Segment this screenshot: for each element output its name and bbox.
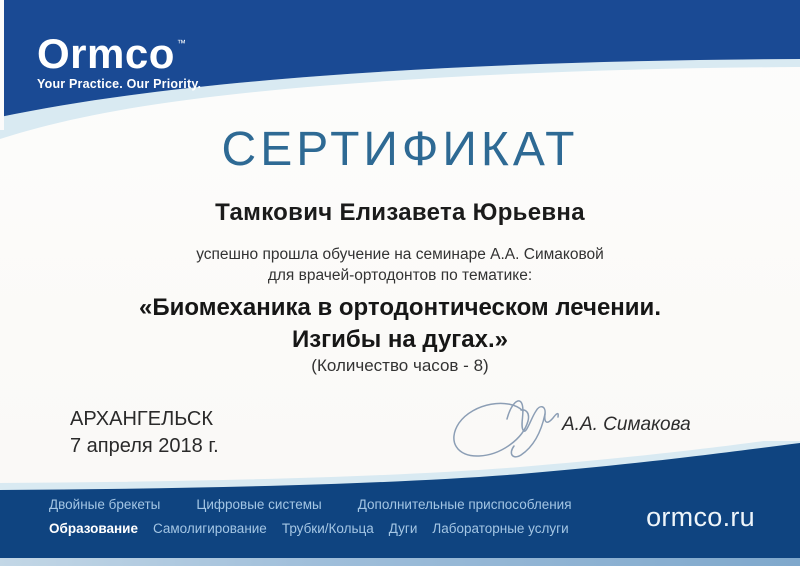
footer-menu-item: Дополнительные приспособления [357, 497, 572, 512]
footer-menu-item: Дуги [388, 521, 418, 536]
footer-menu-item: Лабораторные услуги [432, 521, 569, 536]
topic-line-2: Изгибы на дугах.» [291, 326, 508, 353]
footer-menu-item: Двойные брекеты [49, 497, 161, 512]
description-text [0, 244, 800, 286]
recipient-name: Тамкович Елизавета Юрьевна [215, 199, 585, 226]
ormco-logo [37, 20, 201, 91]
bottom-edge-strip [0, 558, 800, 566]
site-url: ormco.ru [646, 502, 755, 532]
footer-menu-item: Самолигирование [152, 521, 267, 536]
footer-menu-item: Цифровые системы [196, 497, 322, 512]
footer-menu-row-1 [49, 497, 572, 512]
logo-text: Ormco ™ [37, 30, 187, 77]
description-line-2: для врачей-ортодонтов по тематике: [267, 267, 533, 284]
seminar-topic [0, 292, 800, 356]
logo-tagline: Your Practice. Our Priority. [37, 77, 202, 91]
hours-count: (Количество часов - 8) [311, 356, 489, 375]
trademark-symbol: ™ [176, 38, 187, 48]
city: АРХАНГЕЛЬСК [70, 408, 213, 430]
footer-menu-item: Образование [49, 521, 138, 536]
date: 7 апреля 2018 г. [70, 435, 219, 457]
footer-menu-row-2 [49, 521, 569, 536]
topic-line-1: «Биомеханика в ортодонтическом лечении. [139, 294, 661, 321]
signer-name: А.А. Симакова [562, 414, 691, 435]
footer-menu-item: Трубки/Кольца [281, 521, 374, 536]
description-line-1: успешно прошла обучение на семинаре А.А. Симаковой [196, 246, 604, 263]
certificate-title: СЕРТИФИКАТ [221, 123, 579, 176]
scan-edge [0, 0, 4, 130]
